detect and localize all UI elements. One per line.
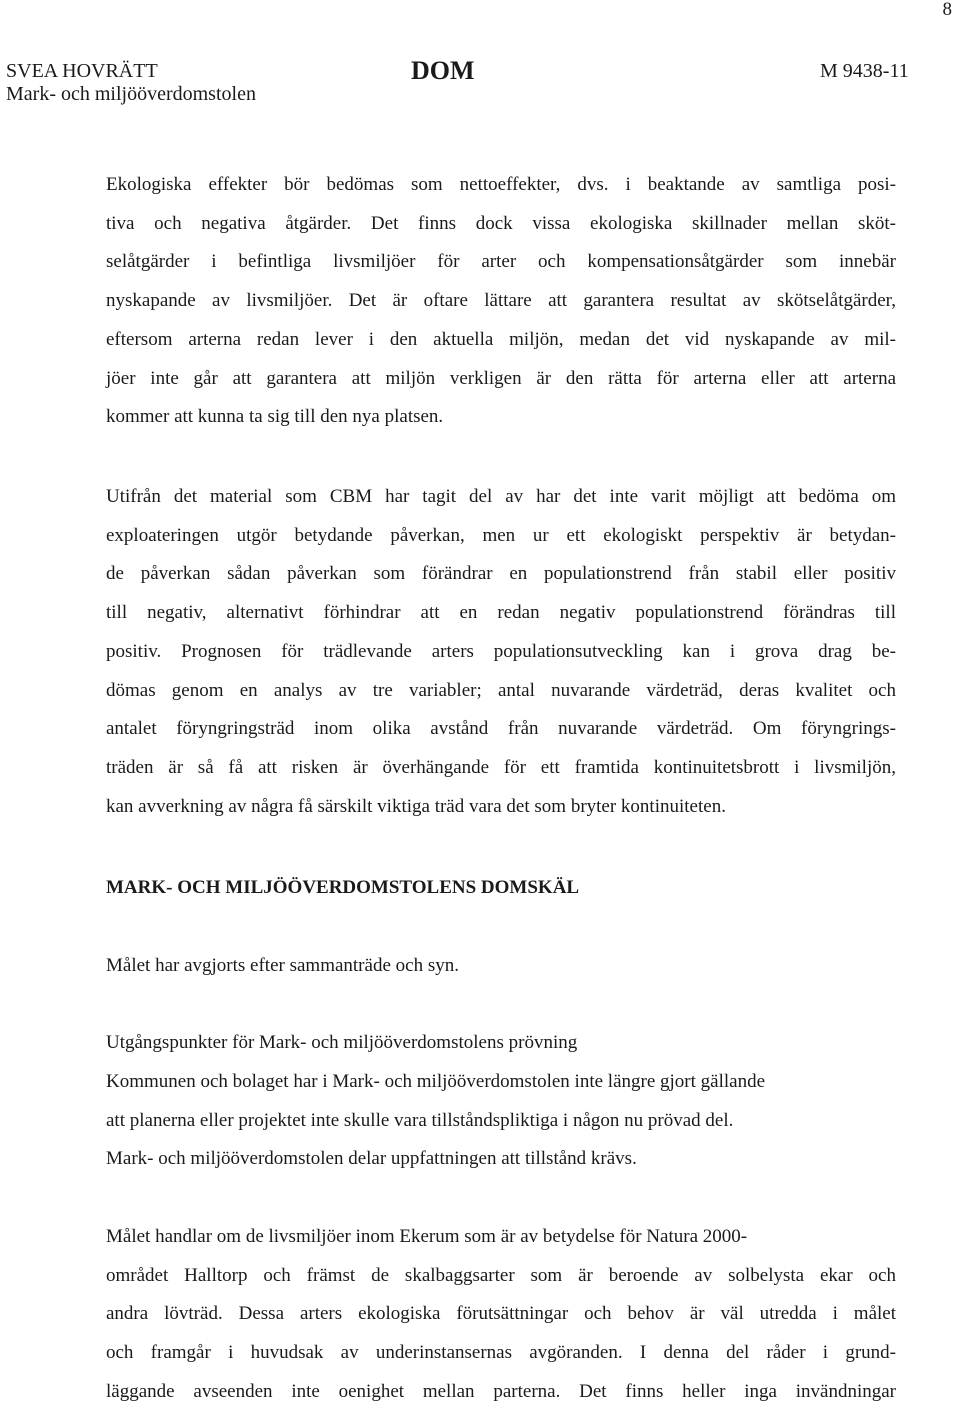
paragraph-3 (106, 947, 896, 986)
text-line: positiv. Prognosen för trädlevande arters populationsutveckling kan i grova drag be- (106, 640, 896, 662)
text-line: träden är så få att risken är överhängande för ett framtida kontinuitetsbrott i livsmiljön, (106, 756, 896, 778)
text-line: exploateringen utgör betydande påverkan, men ur ett ekologiskt perspektiv är betydan- (106, 524, 896, 546)
text-line: Målet handlar om de livsmiljöer inom Ekerum som är av betydelse för Natura 2000- (106, 1226, 748, 1247)
text-line: Mark- och miljööverdomstolen delar uppfattningen att tillstånd krävs. (106, 1148, 637, 1170)
section-heading: MARK- OCH MILJÖÖVERDOMSTOLENS DOMSKÄL (106, 877, 580, 898)
paragraph-1 (106, 166, 896, 437)
document-type: DOM (411, 56, 475, 85)
text-line: eftersom arterna redan lever i den aktuella miljön, medan det vid nyskapande av mil- (106, 328, 896, 350)
court-name: SVEA HOVRÄTT (6, 60, 158, 82)
page-number: 8 (942, 0, 952, 20)
text-line: och framgår i huvudsak av underinstansernas avgöranden. I denna del råder i grund- (106, 1342, 896, 1364)
paragraph-2 (106, 478, 896, 826)
text-line: tiva och negativa åtgärder. Det finns dock vissa ekologiska skillnader mellan sköt- (106, 212, 896, 234)
department-name: Mark- och miljööverdomstolen (6, 83, 256, 105)
case-number: M 9438-11 (820, 60, 909, 82)
subsection-heading: Utgångspunkter för Mark- och miljööverdomstolens prövning (106, 1032, 578, 1053)
text-line: till negativ, alternativt förhindrar att en redan negativ populationstrend förändras till (106, 602, 896, 624)
text-line: nyskapande av livsmiljöer. Det är oftare lättare att garantera resultat av skötselåtgärder, (106, 290, 896, 312)
text-line: att planerna eller projektet inte skulle vara tillståndspliktiga i någon nu prövad del. (106, 1109, 734, 1131)
text-line: Utifrån det material som CBM har tagit del av har det inte varit möjligt att bedöma om (106, 486, 896, 507)
paragraph-5 (106, 1218, 896, 1412)
text-line: antalet föryngringsträd inom olika avstånd från nuvarande värdeträd. Om föryngrings- (106, 718, 896, 740)
text-line: kan avverkning av några få särskilt viktiga träd vara det som bryter kontinuiteten. (106, 795, 726, 817)
text-line: Ekologiska effekter bör bedömas som nettoeffekter, dvs. i beaktande av samtliga posi- (106, 174, 896, 195)
text-line: området Halltorp och främst de skalbaggsarter som är beroende av solbelysta ekar och (106, 1264, 896, 1286)
text-line: dömas genom en analys av tre variabler; antal nuvarande värdeträd, deras kvalitet och (106, 679, 896, 701)
text-line: jöer inte går att garantera att miljön verkligen är den rätta för arterna eller att arterna (106, 367, 896, 389)
text-line: läggande avseenden inte oenighet mellan parterna. Det finns heller inga invändningar (106, 1380, 896, 1402)
paragraph-4 (106, 1063, 896, 1179)
text-line: de påverkan sådan påverkan som förändrar en populationstrend från stabil eller positiv (106, 563, 896, 585)
text-line: andra lövträd. Dessa arters ekologiska förutsättningar och behov är väl utredda i målet (106, 1303, 896, 1325)
text-line: selåtgärder i befintliga livsmiljöer för arter och kompensationsåtgärder som innebär (106, 251, 896, 273)
text-line: Kommunen och bolaget har i Mark- och miljööverdomstolen inte längre gjort gällande (106, 1071, 766, 1092)
text-line: Målet har avgjorts efter sammanträde och syn. (106, 955, 459, 976)
text-line: kommer att kunna ta sig till den nya platsen. (106, 406, 444, 428)
